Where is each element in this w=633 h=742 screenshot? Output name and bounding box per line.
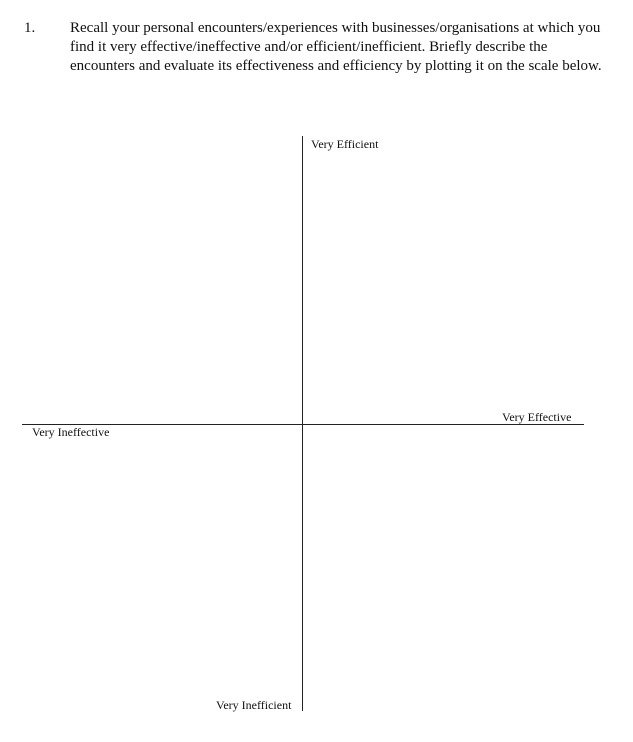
question-number: 1. (24, 20, 36, 36)
very-efficient-label: Very Efficient (311, 137, 379, 151)
very-effective-label: Very Effective (502, 410, 572, 424)
very-inefficient-label: Very Inefficient (216, 698, 292, 712)
question-line-2: find it very effective/ineffective and/or efficient/inefficient. Briefly describe the (70, 39, 548, 55)
very-ineffective-label: Very Ineffective (32, 425, 110, 439)
question-line-1: Recall your personal encounters/experiences with businesses/organisations at which you (70, 20, 601, 36)
question-text (70, 19, 618, 76)
question-line-3: encounters and evaluate its effectiveness and efficiency by plotting it on the scale below. (70, 58, 602, 74)
